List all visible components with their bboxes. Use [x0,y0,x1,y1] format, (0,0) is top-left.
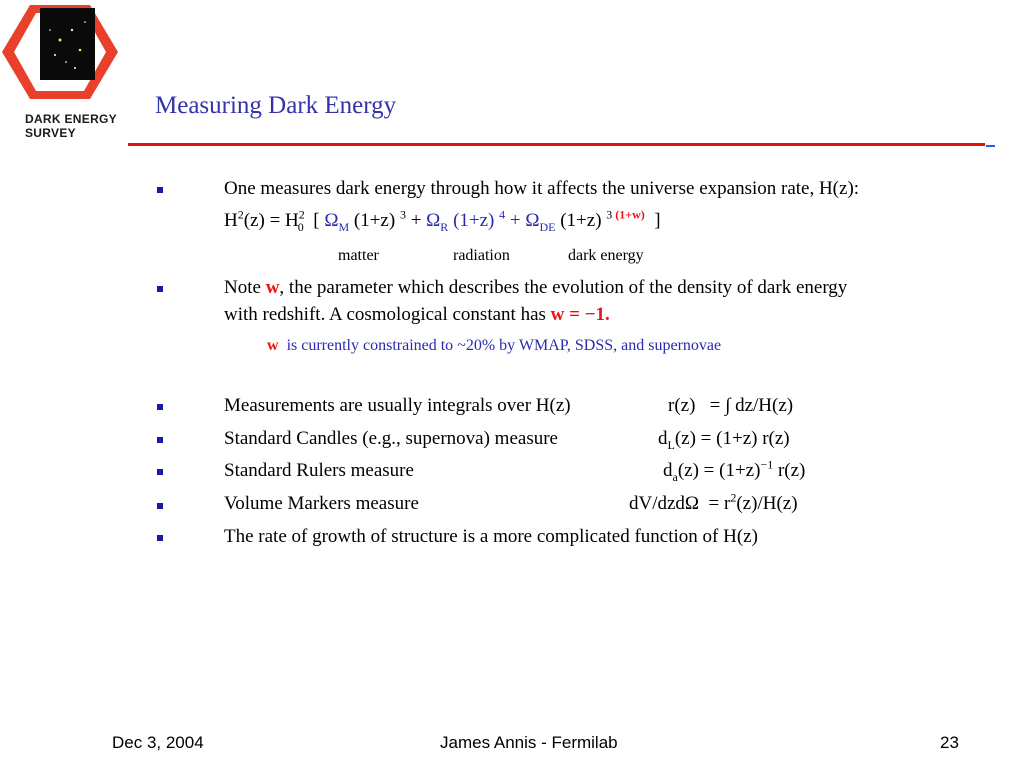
hexagon-galaxy-icon [0,0,120,110]
bullet-6-text: Volume Markers measure [224,493,419,514]
eq-close: ] [644,210,661,231]
friedmann-equation [224,207,661,234]
dl-d: d [658,428,668,449]
constraint-note [267,336,721,356]
title-rule [128,143,985,146]
da-sub: a [672,469,678,484]
eq-term-m: (1+z) [349,210,400,231]
bullet-2-pre: Note [224,277,266,298]
slide-title: Measuring Dark Energy [155,92,397,119]
bullet-icon [157,286,163,292]
eq-omega-m: Ω [324,210,339,231]
eq-sub-m: M [338,219,350,234]
bullet-3-text: Measurements are usually integrals over H(z) [224,395,571,416]
eq-omega-r: Ω [426,210,441,231]
footer-author: James Annis - Fermilab [440,733,618,752]
label-radiation: radiation [453,247,510,264]
dv-pre: dV/dzdΩ = r [629,493,731,514]
eq-exp-m: 3 [399,207,406,222]
eq-exp-de: 3 [606,207,616,222]
note-text: is currently constrained to ~20% by WMAP, SDSS, and supernovae [278,337,722,354]
bullet-1-text: One measures dark energy through how it affects the universe expansion rate, H(z): [224,178,860,199]
da-mid: (z) = (1+z) [677,460,761,481]
da-d: d [663,460,673,481]
bullet-icon [157,404,163,410]
logo-text [25,112,117,140]
w-parameter: w [265,277,280,298]
logo-line-1: DARK ENERGY [25,112,117,126]
eq-exp-r: 4 [499,207,506,222]
bullet-7-text: The rate of growth of structure is a more complicated function of H(z) [224,526,758,547]
dv-sup: 2 [730,490,737,505]
bullet-2-post: , the parameter which describes the evolution of the density of dark energy [279,277,848,298]
title-rule-tail [986,145,995,147]
footer-page-number: 23 [940,733,959,752]
bullet-2-line-1 [224,277,847,299]
da-rest: r(z) [773,460,806,481]
bullet-3-formula: r(z) = ∫ dz/H(z) [668,395,794,416]
da-sup: −1 [760,457,774,472]
dl-sub: L [667,437,675,452]
eq-h: H [224,210,238,231]
bullet-icon [157,187,163,193]
note-w: w [267,337,279,354]
bullet-icon [157,437,163,443]
bullet-2-line-2-text: with redshift. A cosmological constant has [224,304,551,325]
bullet-icon [157,535,163,541]
eq-omega-de: Ω [525,210,540,231]
dl-rest: (z) = (1+z) r(z) [674,428,790,449]
bullet-4-text: Standard Candles (e.g., supernova) measure [224,428,558,449]
eq-sub-r: R [440,219,449,234]
bullet-6-formula [629,490,798,515]
logo-line-2: SURVEY [25,126,76,140]
eq-z: (z) = H [243,210,299,231]
bullet-4-formula [658,428,790,450]
footer-date: Dec 3, 2004 [112,733,204,752]
eq-plus-1: + [405,210,427,231]
dv-rest: (z)/H(z) [736,493,798,514]
bullet-2-line-2 [224,304,610,326]
w-equals: w = −1. [550,304,610,325]
eq-exp-de-w: (1+w) [615,207,645,222]
label-dark-energy: dark energy [568,247,644,264]
eq-term-r: (1+z) [448,210,500,231]
eq-open: [ [303,210,325,231]
eq-h0-sub: 0 [297,219,304,234]
eq-h0-sup: 2 [298,207,305,222]
label-matter: matter [338,247,379,264]
eq-term-de: (1+z) [555,210,607,231]
bullet-5-text: Standard Rulers measure [224,460,414,481]
eq-sub-de: DE [539,219,556,234]
eq-plus-2: + [505,210,526,231]
bullet-5-formula [663,457,806,484]
bullet-icon [157,469,163,475]
bullet-icon [157,503,163,509]
eq-h-sup: 2 [237,207,244,222]
